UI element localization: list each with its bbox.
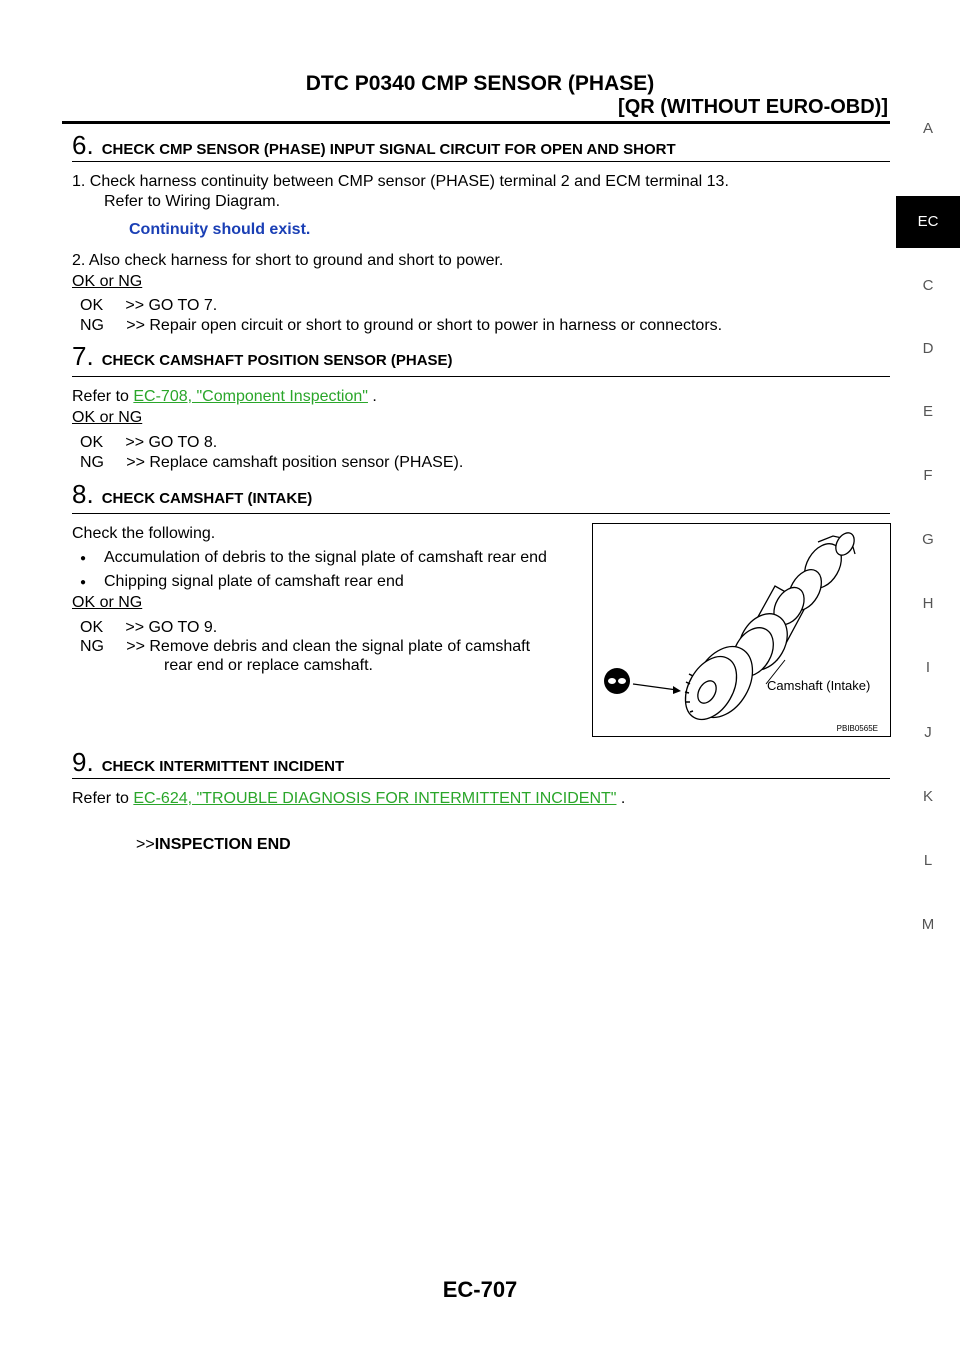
step-6-ok: OK >> GO TO 7. [80,297,218,314]
step-6-item-2: 2. Also check harness for short to ground and short to power. [72,252,504,269]
component-inspection-link[interactable]: EC-708, "Component Inspection" [133,388,368,405]
step-rule [72,161,890,162]
ok-or-ng-label: OK or NG [72,594,143,611]
tab-g[interactable]: G [922,531,934,548]
tab-d[interactable]: D [922,340,934,357]
figure-code: PBIB0565E [836,724,878,733]
step-number: 6. [72,130,94,160]
step-title: CHECK CMP SENSOR (PHASE) INPUT SIGNAL CIRCUIT FOR OPEN AND SHORT [101,141,676,158]
step-8-ng-cont: rear end or replace camshaft. [164,657,373,674]
refer-suffix: . [367,388,377,405]
page-title: DTC P0340 CMP SENSOR (PHASE) [305,72,655,95]
step-8-ng: NG >> Remove debris and clean the signal plate of camshaft [80,638,531,655]
step-9-refer [72,789,625,809]
end-arrow: >> [136,836,155,853]
refer-suffix: . [616,790,626,807]
camshaft-figure [592,523,891,737]
step-number: 8. [72,479,94,509]
intermittent-incident-link[interactable]: EC-624, "TROUBLE DIAGNOSIS FOR INTERMITTENT INCIDENT" [133,790,617,807]
camshaft-illustration [593,524,890,736]
continuity-spec: Continuity should exist. [129,221,311,238]
tab-k[interactable]: K [922,788,933,805]
step-title: CHECK CAMSHAFT (INTAKE) [101,490,313,507]
step-9-heading [72,747,890,778]
step-6-ng: NG >> Repair open circuit or short to ground or short to power in harness or connectors. [80,317,723,334]
page-subtitle: [QR (WITHOUT EURO-OBD)] [618,96,888,118]
refer-prefix: Refer to [72,790,134,807]
step-7-ng: NG >> Replace camshaft position sensor (PHASE). [80,454,464,471]
step-number: 7. [72,341,94,371]
tab-a[interactable]: A [922,120,933,137]
step-number: 9. [72,747,94,777]
tab-m[interactable]: M [921,916,935,933]
step-6-item-1-ref: Refer to Wiring Diagram. [104,193,281,210]
bullet-item: ● Accumulation of debris to the signal plate of camshaft rear end [104,548,547,568]
step-6-item-1: 1. Check harness continuity between CMP sensor (PHASE) terminal 2 and ECM terminal 13. [72,173,729,190]
end-text: INSPECTION END [154,836,291,853]
page-number: EC-707 [442,1277,518,1302]
step-7-heading [72,341,890,372]
step-title: CHECK CAMSHAFT POSITION SENSOR (PHASE) [101,352,453,369]
tab-i[interactable]: I [925,659,931,676]
step-rule [72,376,890,377]
step-rule [72,778,890,779]
header-rule [62,121,890,124]
tab-c[interactable]: C [922,277,934,294]
step-7-refer [72,387,377,407]
tab-h[interactable]: H [922,595,934,612]
step-8-ok: OK >> GO TO 9. [80,619,218,636]
tab-j[interactable]: J [924,724,932,741]
tab-e[interactable]: E [922,403,933,420]
step-6-heading [72,130,890,161]
ok-or-ng-label: OK or NG [72,273,143,290]
bullet-item: ● Chipping signal plate of camshaft rear end [104,572,404,592]
step-7-ok: OK >> GO TO 8. [80,434,218,451]
tab-l[interactable]: L [923,852,933,869]
refer-prefix: Refer to [72,388,134,405]
inspection-end [136,835,291,855]
figure-label: Camshaft (Intake) [767,678,871,693]
step-8-heading [72,479,890,510]
step-8-intro: Check the following. [72,525,216,542]
tab-f[interactable]: F [923,467,933,484]
ok-or-ng-label: OK or NG [72,409,143,426]
step-title: CHECK INTERMITTENT INCIDENT [101,758,345,775]
step-rule [72,513,890,514]
tab-ec[interactable]: EC [896,196,960,248]
